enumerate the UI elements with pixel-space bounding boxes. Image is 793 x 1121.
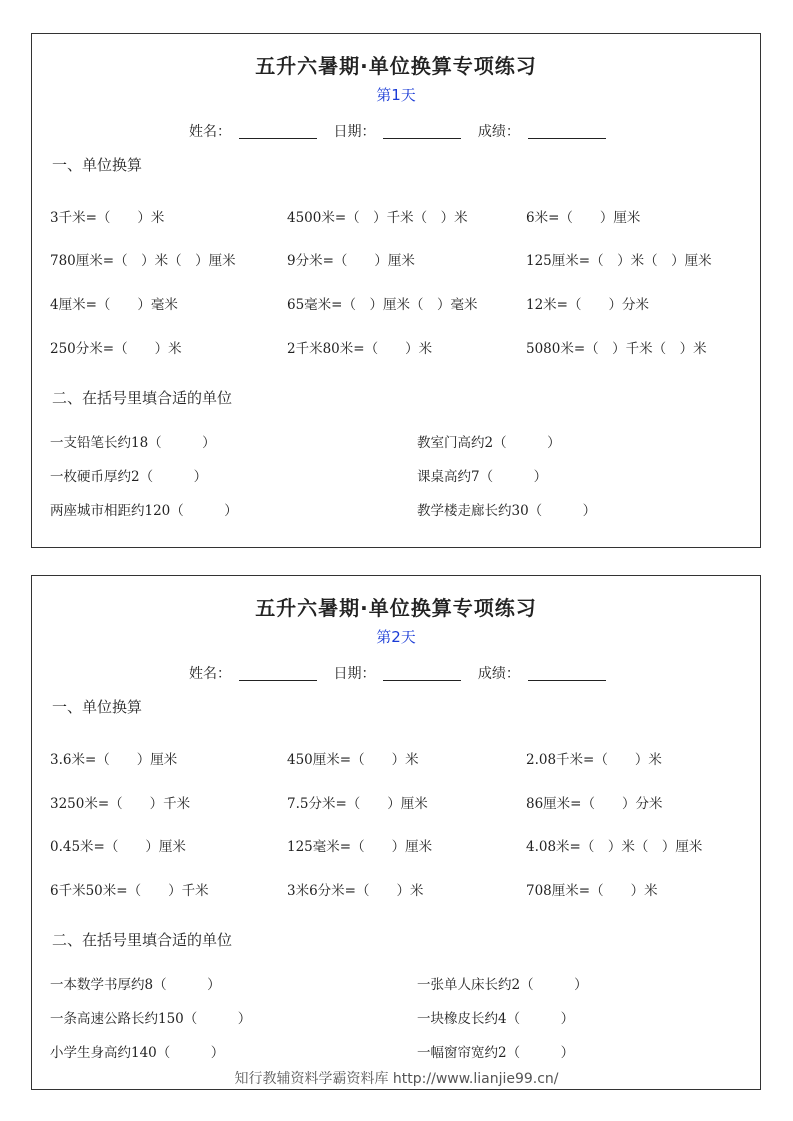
name-field[interactable] (239, 138, 317, 139)
conversion-item: 2.08千米=（ ）米 (526, 752, 662, 768)
conversion-item: 125厘米=（ ）米（ ）厘米 (526, 253, 712, 269)
conversion-item: 125毫米=（ ）厘米 (287, 839, 433, 855)
conversion-item: 4厘米=（ ）毫米 (50, 297, 178, 313)
score-label: 成绩： (477, 124, 520, 140)
worksheet-title: 五升六暑期·单位换算专项练习 (255, 54, 537, 78)
fill-item: 教室门高约2（ ） (417, 435, 561, 451)
conversion-item: 3千米=（ ）米 (50, 210, 165, 226)
conversion-item: 12米=（ ）分米 (526, 297, 649, 313)
conversion-item: 65毫米=（ ）厘米（ ）毫米 (287, 297, 478, 313)
conversion-item: 5080米=（ ）千米（ ）米 (526, 341, 707, 357)
footer-watermark: 知行教辅资料学霸资料库 http://www.lianjie99.cn/ (234, 1071, 559, 1087)
worksheet-day-2 (31, 575, 761, 1090)
fill-item: 教学楼走廊长约30（ ） (417, 503, 597, 519)
date-field[interactable] (383, 138, 461, 139)
name-field[interactable] (239, 680, 317, 681)
conversion-item: 7.5分米=（ ）厘米 (287, 796, 428, 812)
conversion-item: 3米6分米=（ ）米 (287, 883, 424, 899)
student-info-row (189, 663, 618, 683)
conversion-item: 250分米=（ ）米 (50, 341, 182, 357)
section-heading-conversion: 一、单位换算 (52, 156, 143, 174)
conversion-item: 4500米=（ ）千米（ ）米 (287, 210, 468, 226)
date-field[interactable] (383, 680, 461, 681)
student-info-row (189, 121, 618, 141)
conversion-item: 450厘米=（ ）米 (287, 752, 419, 768)
date-label: 日期： (333, 124, 376, 140)
fill-item: 一枚硬币厚约2（ ） (50, 469, 208, 485)
fill-item: 一幅窗帘宽约2（ ） (417, 1045, 575, 1061)
fill-item: 一条高速公路长约150（ ） (50, 1011, 252, 1027)
fill-item: 课桌高约7（ ） (417, 469, 548, 485)
day-label: 第1天 (376, 86, 416, 104)
date-label: 日期： (333, 666, 376, 682)
conversion-item: 780厘米=（ ）米（ ）厘米 (50, 253, 236, 269)
name-label: 姓名： (189, 666, 231, 682)
conversion-item: 6千米50米=（ ）千米 (50, 883, 209, 899)
conversion-item: 0.45米=（ ）厘米 (50, 839, 186, 855)
section-heading-fill-unit: 二、在括号里填合适的单位 (52, 931, 233, 949)
fill-item: 一支铅笔长约18（ ） (50, 435, 216, 451)
conversion-item: 4.08米=（ ）米（ ）厘米 (526, 839, 703, 855)
conversion-item: 86厘米=（ ）分米 (526, 796, 663, 812)
section-heading-fill-unit: 二、在括号里填合适的单位 (52, 389, 233, 407)
conversion-item: 3.6米=（ ）厘米 (50, 752, 178, 768)
fill-item: 一本数学书厚约8（ ） (50, 977, 221, 993)
score-field[interactable] (528, 138, 606, 139)
score-label: 成绩： (477, 666, 520, 682)
conversion-item: 6米=（ ）厘米 (526, 210, 641, 226)
conversion-item: 2千米80米=（ ）米 (287, 341, 433, 357)
name-label: 姓名： (189, 124, 231, 140)
fill-item: 一块橡皮长约4（ ） (417, 1011, 575, 1027)
conversion-item: 708厘米=（ ）米 (526, 883, 658, 899)
score-field[interactable] (528, 680, 606, 681)
fill-item: 小学生身高约140（ ） (50, 1045, 225, 1061)
worksheet-day-1 (31, 33, 761, 548)
section-heading-conversion: 一、单位换算 (52, 698, 143, 716)
conversion-item: 9分米=（ ）厘米 (287, 253, 415, 269)
fill-item: 两座城市相距约120（ ） (50, 503, 238, 519)
worksheet-title: 五升六暑期·单位换算专项练习 (255, 596, 537, 620)
day-label: 第2天 (376, 628, 416, 646)
conversion-item: 3250米=（ ）千米 (50, 796, 191, 812)
fill-item: 一张单人床长约2（ ） (417, 977, 588, 993)
